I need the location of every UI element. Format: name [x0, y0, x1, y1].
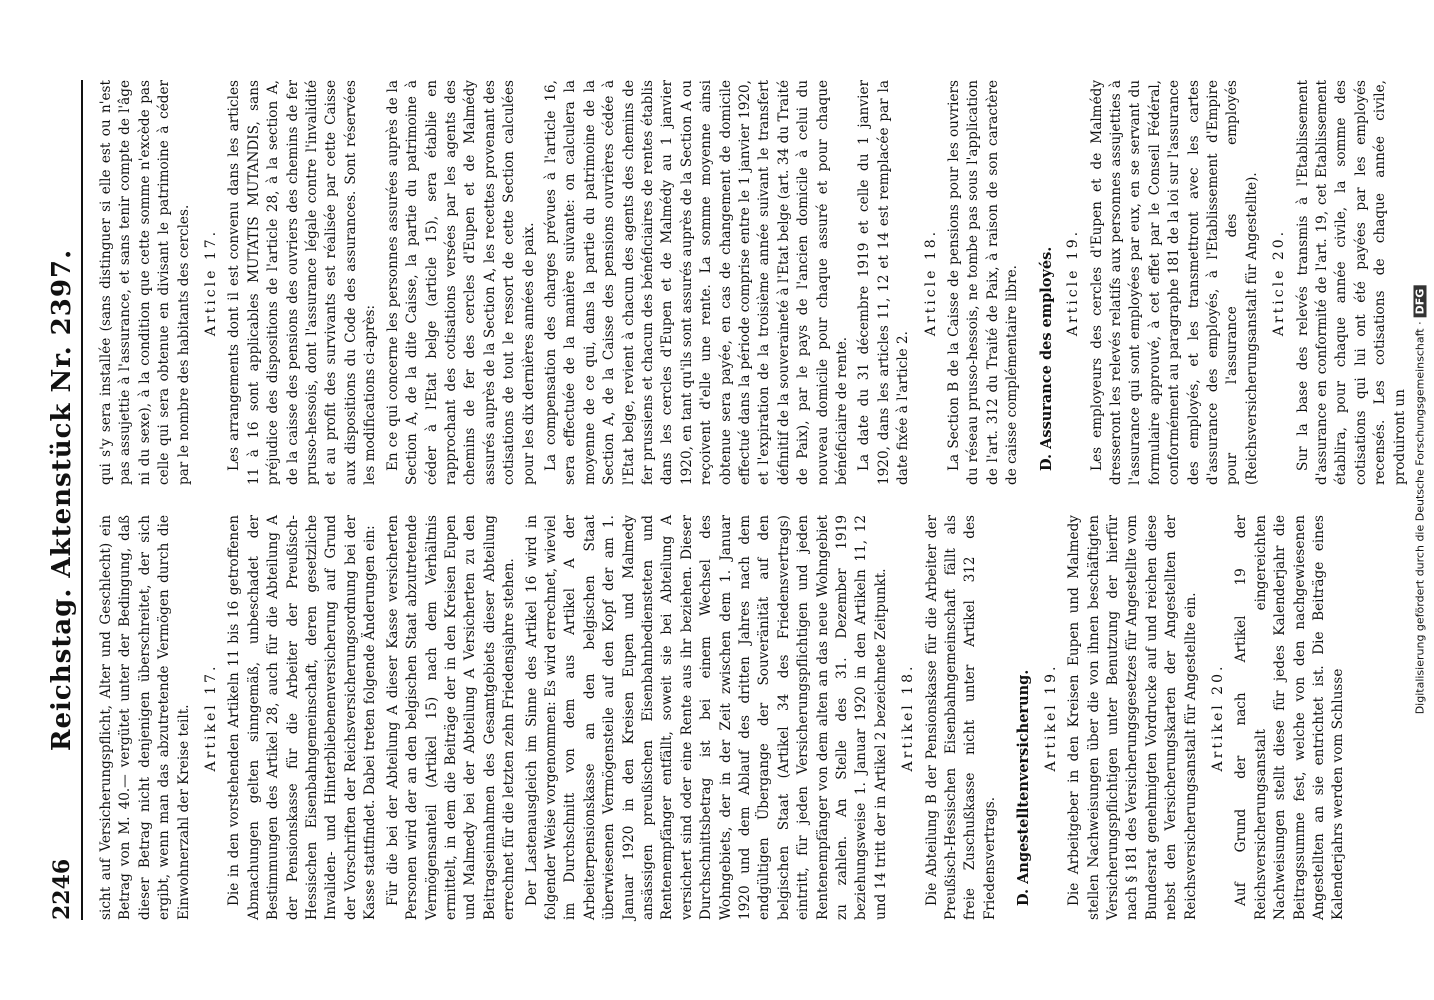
section-heading: D. Angestelltenversicherung. — [1015, 669, 1033, 906]
paragraph: Die in den vorstehenden Artikeln 11 bis 16 getroffenen Abmachungen gelten sinngemäß, unbeschadet der Bestimmungen des Artikel 28, auch für die Abteilung A der Pensionskasse für die Arbeiter der Preußisch-Hessischen Eisenbahngemeinschaft, deren gesetzliche Invaliden- und Hinterbliebenenversicherung auf Grund der Vorschriften der Reichsversicherungsordnung bei der Kasse stattfindet. Dabei treten folgende Änderungen ein: — [226, 515, 379, 920]
paragraph: Der Lastenausgleich im Sinne des Artikel 16 wird in folgender Weise vorgenommen: Es wird errechnet, wieviel im Durchschnitt von dem aus Artikel A der Arbeiterpensionskasse an den belgischen Staat überwiesenen Vermögensteile auf den Kopf der am 1. Januar 1920 in den Kreisen Eupen und Malmedy ansässigen preußischen Eisenbahnbediensteten und Rentenempfänger entfällt, soweit sie bei Abteilung A versichert sind oder eine Rente aus ihr beziehen. Dieser Durchschnittsbetrag ist bei einem Wechsel des Wohngebiets, der in der Zeit zwischen dem 1. Januar 1920 und dem Ablauf des dritten Jahres nach dem endgültigen Übergange der Souveränität auf den belgischen Staat (Artikel 34 des Friedensvertrags) eintritt, für jeden Versicherungspflichtigen und jeden Rentenempfänger von dem alten an das neue Wohngebiet zu zahlen. An Stelle des 31. Dezember 1919 beziehungsweise 1. Januar 1920 in den Artikeln 11, 12 und 14 tritt der in Artikel 2 bezeichnete Zeitpunkt. — [523, 515, 889, 920]
french-column — [97, 80, 1408, 485]
section-heading: D. Assurance des employés. — [1037, 246, 1055, 471]
dfg-logo: DFG — [1414, 286, 1427, 318]
article-heading: Article 18. — [922, 228, 939, 337]
article-heading: Artikel 19. — [1042, 663, 1059, 772]
paragraph: Für die bei der Abteilung A dieser Kasse versicherten Personen wird der an den belgischen Staat abzutretende Vermögensanteil (Artikel 15) nach dem Verhältnis ermittelt, in dem die Beiträge der in den Kreisen Eupen und Malmedy bei der Abteilung A Versicherten zu den Beitragseinnahmen des Gesamtgebiets dieser Abteilung errechnet für die letzten zehn Friedensjahre stehen. — [384, 515, 518, 920]
page-number: 2246 — [49, 858, 75, 920]
paragraph: Die Arbeitgeber in den Kreisen Eupen und Malmedy stellen Nachweisungen über die von ihnen beschäftigten Versicherungspflichtigen unter Benutzung der hierfür nach § 181 des Versicherungsgesetzes für Angestellte vom Bundesrat genehmigten Vordrucke auf und reichen diese nebst den Versicherungskarten der Angestellten der Reichsversicherungsanstalt für Angestellte ein. — [1066, 515, 1199, 920]
paragraph: Sur la base des relevés transmis à l'Etablissement d'assurance en conformité de l'art. 19, cet Etablissement établira, pour chaque année civile, la somme des cotisations qui lui ont été payées par les employés recensés. Les cotisations de chaque année civile, produiront un — [1294, 80, 1408, 485]
article-heading: Artikel 17. — [203, 663, 220, 772]
paragraph: Auf Grund der nach Artikel 19 der Reichsversicherungsanstalt eingereichten Nachweisungen stellt diese für jedes Kalenderjahr die Beitragssumme fest, welche von den nachgewiesenen Angestellten an sie entrichtet ist. Die Beiträge eines Kalenderjahrs werden vom Schlusse — [1233, 515, 1347, 920]
german-column — [97, 515, 1397, 920]
paragraph: Les arrangements dont il est convenu dans les articles 11 à 16 sont applicables MUTATIS MUTANDIS, sans préjudice des dispositions de l'article 28, à la section A, de la caisse des pensions des ouvriers des chemins de fer prusso-hessois, dont l'assurance légale contre l'invalidité et au profit des survivants est réalisée par cette Caisse aux dispositions du Code des assurances. Sont réservées les modifications ci-après: — [226, 80, 379, 485]
article-heading: Artikel 20. — [1209, 663, 1226, 772]
paragraph: La Section B de la Caisse de pensions pour les ouvriers du réseau prusso-hessois, ne tombe pas sous l'application de l'art. 312 du Traité de Paix, à raison de son caractère de caisse complémentaire libre. — [946, 80, 1021, 485]
article-heading: Article 19. — [1065, 228, 1082, 337]
paragraph: Die Abteilung B der Pensionskasse für die Arbeiter der Preußisch-Hessischen Eisenbahngemeinschaft fällt als freie Zuschußkasse nicht unter Artikel 312 des Friedensvertrags. — [923, 515, 998, 920]
funding-note-text: Digitalisierung gefördert durch die Deutsche Forschungsgemeinschaft · — [1413, 321, 1427, 715]
paragraph: Les employeurs des cercles d'Eupen et de Malmédy dresseront les relevés relatifs aux personnes assujetties à l'assurance qui sont employées par eux, en se servant du formulaire approuvé, à cet effet par le Conseil Fédéral, conformément au paragraphe 181 de la loi sur l'assurance des employés, et les transmettront avec les cartes d'assurance des employés, à l'Etablissement d'Empire pour l'assurance des employés (Reichsversicherungsanstalt für Angestellte). — [1088, 80, 1260, 485]
paragraph: qui s'y sera installée (sans distinguer si elle est ou n'est pas assujettie à l'assurance, et sans tenir compte de l'âge ni du sexe), à la condition que cette somme n'excède pas celle qui sera obtenue en divisant le patrimoine à céder par le nombre des habitants des cercles. — [98, 80, 192, 485]
page-title: Reichstag. Aktenstück Nr. 2397. — [47, 248, 77, 752]
article-heading: Article 17. — [203, 228, 220, 337]
paragraph: sicht auf Versicherungspflicht, Alter und Geschlecht) ein Betrag von M. 40.— vergütet unter der Bedingung, daß dieser Betrag nicht denjenigen überschreitet, der sich ergibt, wenn man das abzutretende Vermögen durch die Einwohnerzahl der Kreise teilt. — [98, 515, 192, 920]
page-header — [41, 80, 83, 920]
funding-note — [1414, 286, 1427, 715]
paragraph: La date du 31 décembre 1919 et celle du 1 janvier 1920, dans les articles 11, 12 et 14 est remplacée par la date fixée à l'article 2. — [856, 80, 912, 485]
article-heading: Artikel 18. — [900, 663, 917, 772]
document-page — [27, 50, 1407, 950]
paragraph: En ce qui concerne les personnes assurées auprès de la Section A, de la dite Caisse, la partie du patrimoine à céder à l'Etat belge (article 15), sera établie en rapprochant des cotisations versées par les agents des chemins de fer des cercles d'Eupen et de Malmédy assurés auprès de la Section A, les recettes provenant des cotisations de tout le ressort de cette Section calculées pour les dix dernières années de paix. — [384, 80, 537, 485]
article-heading: Article 20. — [1271, 228, 1288, 337]
paragraph: La compensation des charges prévues à l'article 16, sera effectuée de la manière suivante: on calculera la moyenne de ce qui, dans la partie du patrimoine de la Section A, de la Caisse des pensions ouvrières cédée à l'Etat belge, revient à chacun des agents des chemins de fer prussiens et chacun des bénéficiaires de rentes établis dans les cercles d'Eupen et de Malmédy au 1 janvier 1920, en tant qu'ils sont assurés auprès de la Section A ou reçoivent d'elle une rente. La somme moyenne ainsi obtenue sera payée, en cas de changement de domicile effectué dans la période comprise entre le 1 janvier 1920, et l'expiration de la troisième année suivant le transfert définitif de la souveraineté à l'Etat belge (art. 34 du Traité de Paix), par le pays de l'ancien domicile à celui du nouveau domicile pour chaque assuré et pour chaque bénéficiaire de rente. — [542, 80, 851, 485]
